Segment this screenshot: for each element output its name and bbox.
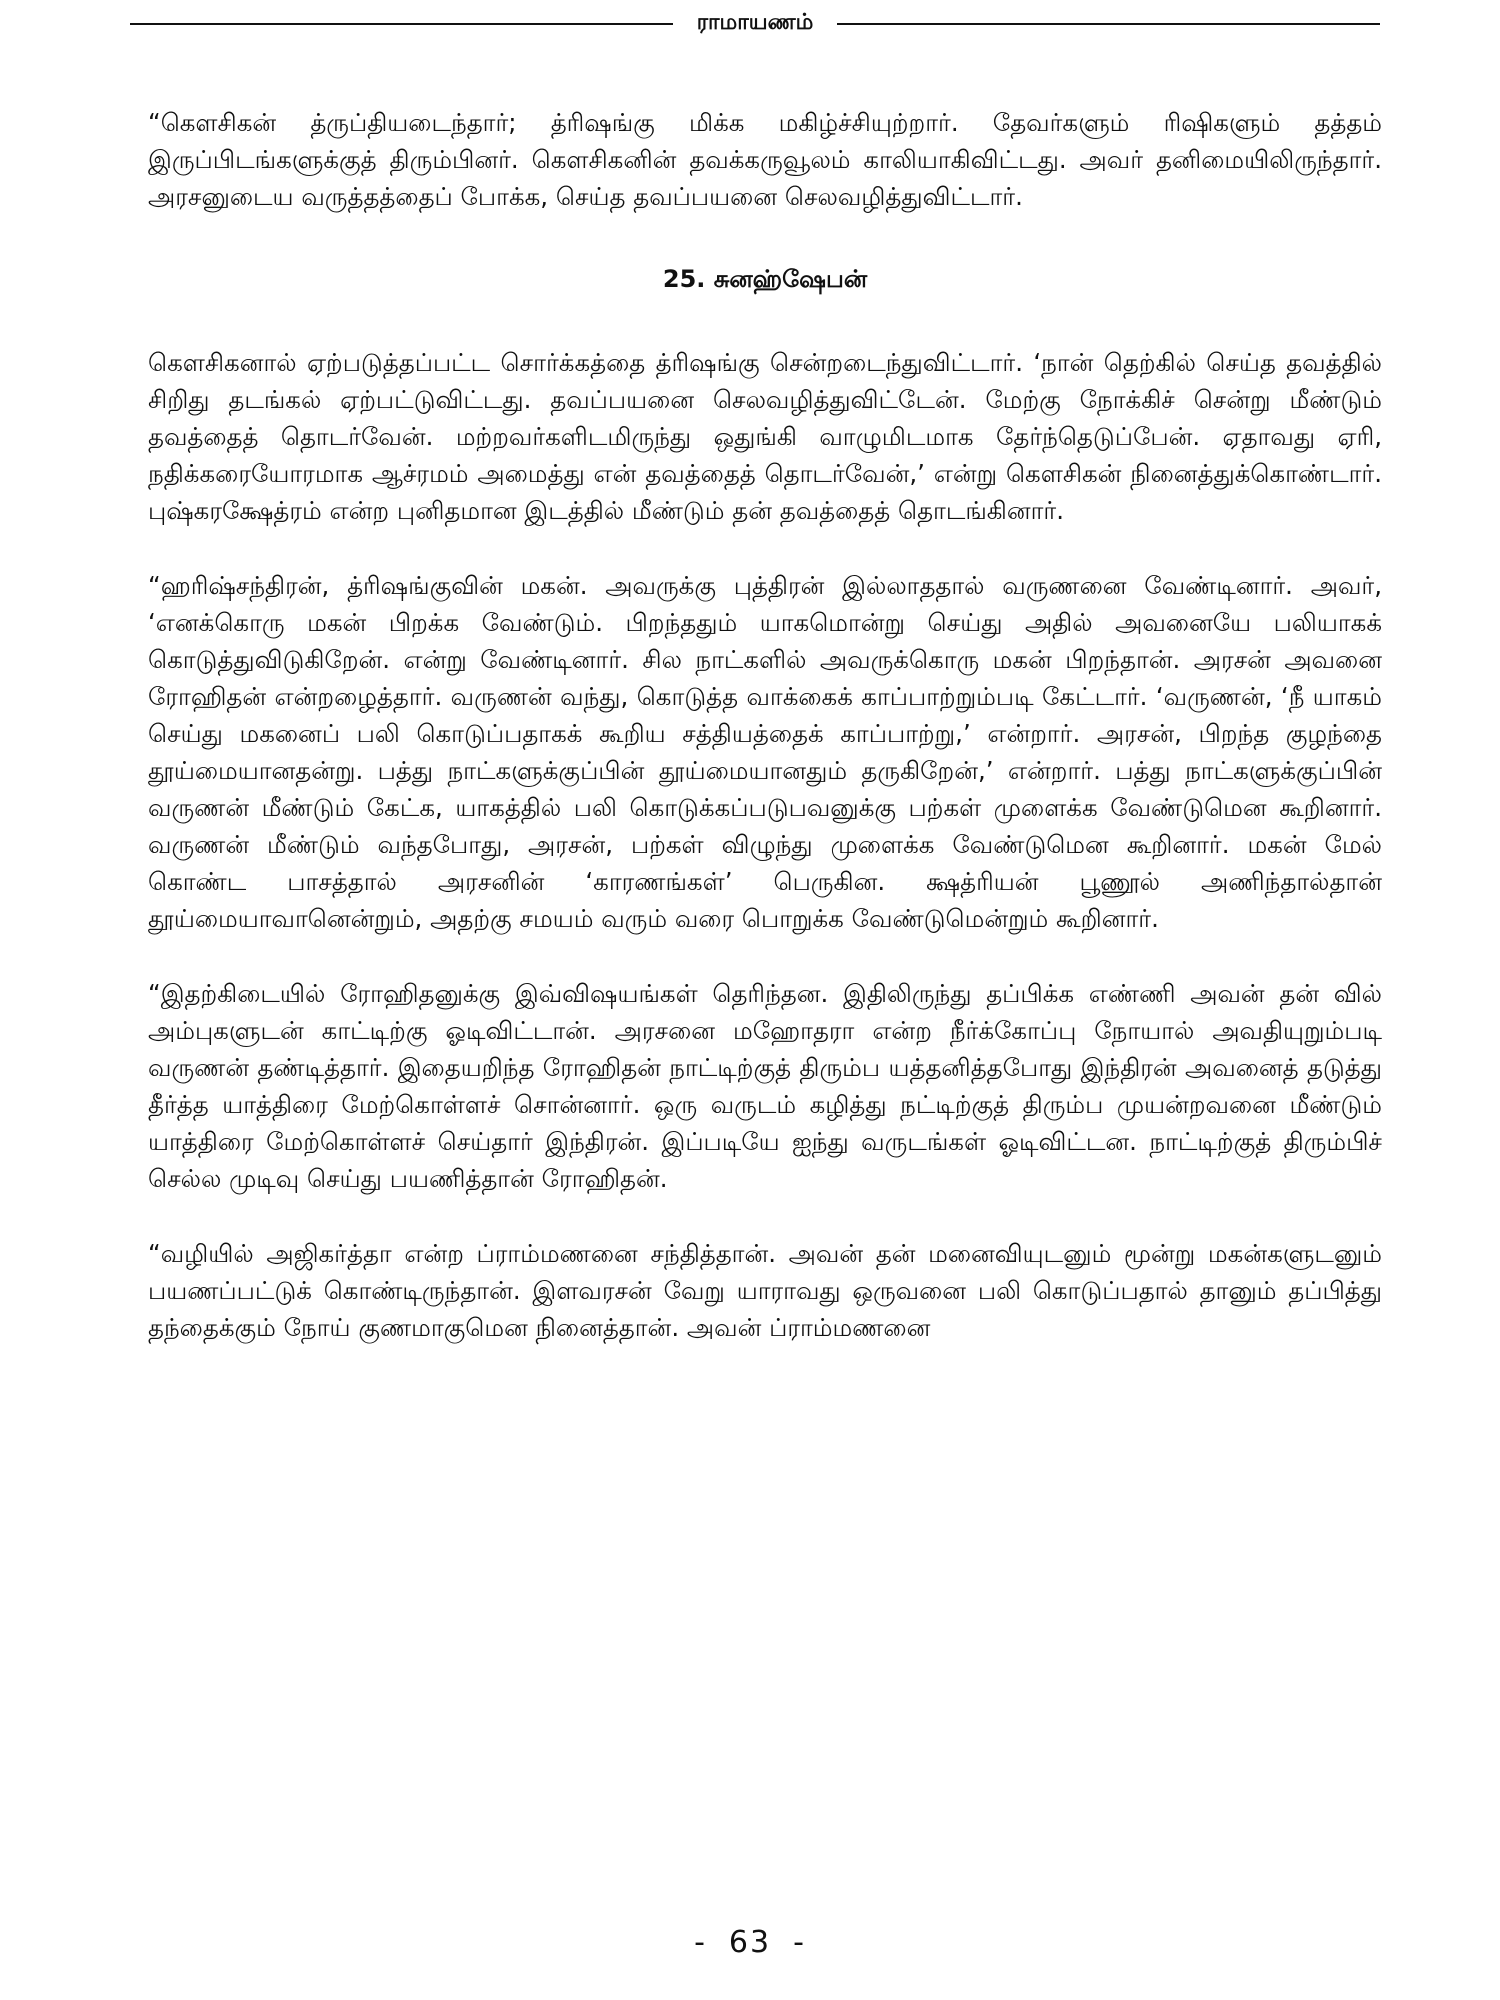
page-footer — [0, 1925, 1500, 1960]
footer-dash-left: - — [694, 1925, 707, 1960]
header-rule-right — [837, 23, 1380, 25]
paragraph: கௌசிகனால் ஏற்படுத்தப்பட்ட சொர்க்கத்தை த்ரிஷங்கு சென்றடைந்துவிட்டார். ‘நான் தெற்கில் செய்த தவத்தில் சிறிது தடங்கல் ஏற்பட்டுவிட்டது. தவப்பயனை செலவழித்துவிட்டேன். மேற்கு நோக்கிச் சென்று மீண்டும் தவத்தைத் தொடர்வேன். மற்றவர்களிடமிருந்து ஒதுங்கி வாழுமிடமாக தேர்ந்தெடுப்பேன். ஏதாவது ஏரி, நதிக்கரையோரமாக ஆச்ரமம் அமைத்து என் தவத்தைத் தொடர்வேன்,’ என்று கௌசிகன் நினைத்துக்கொண்டார். புஷ்கரக்ஷேத்ரம் என்ற புனிதமான இடத்தில் மீண்டும் தன் தவத்தைத் தொடங்கினார். — [148, 348, 1382, 525]
paragraph: “இதற்கிடையில் ரோஹிதனுக்கு இவ்விஷயங்கள் தெரிந்தன. இதிலிருந்து தப்பிக்க எண்ணி அவன் தன் வில் அம்புகளுடன் காட்டிற்கு ஓடிவிட்டான். அரசனை மஹோதரா என்ற நீர்க்கோப்பு நோயால் அவதியுறும்படி வருணன் தண்டித்தார். இதையறிந்த ரோஹிதன் நாட்டிற்குத் திரும்ப யத்தனித்தபோது இந்திரன் அவனைத் தடுத்து தீர்த்த யாத்திரை மேற்கொள்ளச் சொன்னார். ஒரு வருடம் கழித்து நட்டிற்குத் திரும்ப முயன்றவனை மீண்டும் யாத்திரை மேற்கொள்ளச் செய்தார் இந்திரன். இப்படியே ஐந்து வருடங்கள் ஓடிவிட்டன. நாட்டிற்குத் திரும்பிச் செல்ல முடிவு செய்து பயணித்தான் ரோஹிதன். — [148, 979, 1382, 1193]
footer-dash-right: - — [793, 1925, 806, 1960]
section-heading: 25. சுனஹ்ஷேபன் — [662, 265, 868, 293]
body-text — [148, 104, 1382, 1346]
header-rule-left — [130, 23, 673, 25]
paragraph: “வழியில் அஜிகர்த்தா என்ற ப்ராம்மணனை சந்தித்தான். அவன் தன் மனைவியுடனும் மூன்று மகன்களுடனும் பயணப்பட்டுக் கொண்டிருந்தான். இளவரசன் வேறு யாராவது ஒருவனை பலி கொடுப்பதால் தானும் தப்பித்து தந்தைக்கும் நோய் குணமாகுமென நினைத்தான். அவன் ப்ராம்மணனை — [148, 1239, 1382, 1342]
paragraph: “கௌசிகன் த்ருப்தியடைந்தார்; த்ரிஷங்கு மிக்க மகிழ்ச்சியுற்றார். தேவர்களும் ரிஷிகளும் தத்தம் இருப்பிடங்களுக்குத் திரும்பினர். கௌசிகனின் தவக்கருவூலம் காலியாகிவிட்டது. அவர் தனிமையிலிருந்தார். அரசனுடைய வருத்தத்தைப் போக்க, செய்த தவப்பயனை செலவழித்துவிட்டார். — [148, 108, 1382, 211]
paragraph: “ஹரிஷ்சந்திரன், த்ரிஷங்குவின் மகன். அவருக்கு புத்திரன் இல்லாததால் வருணனை வேண்டினார். அவர், ‘எனக்கொரு மகன் பிறக்க வேண்டும். பிறந்ததும் யாகமொன்று செய்து அதில் அவனையே பலியாகக் கொடுத்துவிடுகிறேன். என்று வேண்டினார். சில நாட்களில் அவருக்கொரு மகன் பிறந்தான். அரசன் அவனை ரோஹிதன் என்றழைத்தார். வருணன் வந்து, கொடுத்த வாக்கைக் காப்பாற்றும்படி கேட்டார். ‘வருணன், ‘நீ யாகம் செய்து மகனைப் பலி கொடுப்பதாகக் கூறிய சத்தியத்தைக் காப்பாற்று,’ என்றார். அரசன், பிறந்த குழந்தை தூய்மையானதன்று. பத்து நாட்களுக்குப்பின் தூய்மையானதும் தருகிறேன்,’ என்றார். பத்து நாட்களுக்குப்பின் வருணன் மீண்டும் கேட்க, யாகத்தில் பலி கொடுக்கப்படுபவனுக்கு பற்கள் முளைக்க வேண்டுமென கூறினார். வருணன் மீண்டும் வந்தபோது, அரசன், பற்கள் விழுந்து முளைக்க வேண்டுமென கூறினார். மகன் மேல் கொண்ட பாசத்தால் அரசனின் ‘காரணங்கள்’ பெருகின. க்ஷத்ரியன் பூணூல் அணிந்தால்தான் தூய்மையாவானென்றும், அதற்கு சமயம் வரும் வரை பொறுக்க வேண்டுமென்றும் கூறினார். — [148, 571, 1382, 933]
running-header-title: ராமாயணம் — [696, 10, 814, 35]
page-number: 63 — [728, 1925, 772, 1960]
running-header — [130, 4, 1380, 44]
